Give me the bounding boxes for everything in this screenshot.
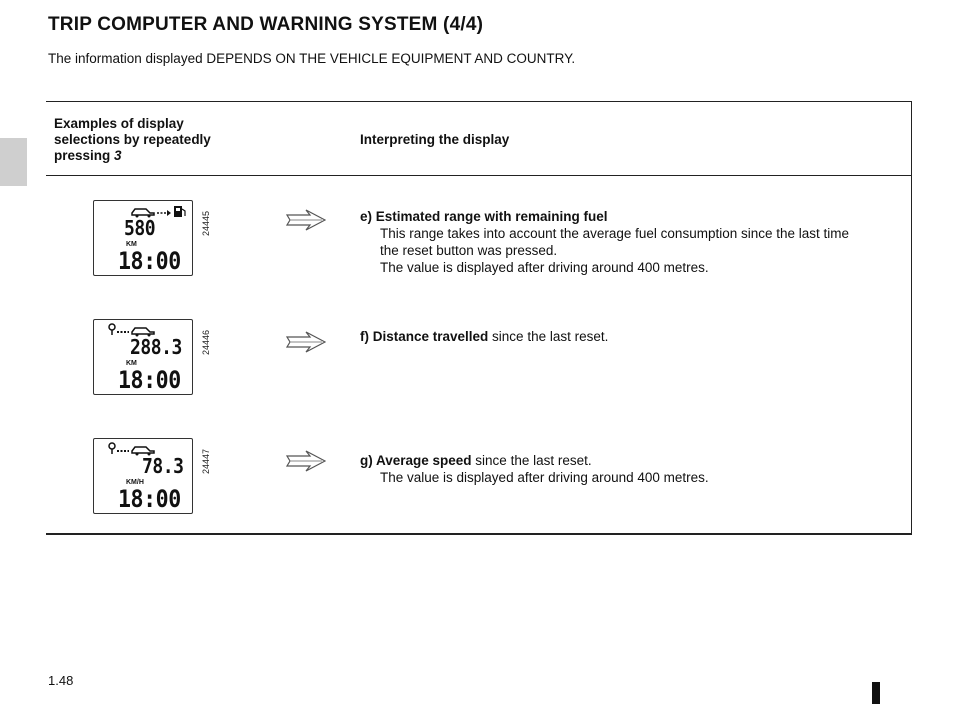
header-key-number: 3 bbox=[114, 148, 122, 163]
double-right-arrow-icon bbox=[286, 208, 326, 232]
lcd-value: 78.3 bbox=[142, 454, 184, 478]
page-number: 1.48 bbox=[48, 673, 74, 688]
lcd-display-speed bbox=[93, 438, 193, 514]
lcd-unit: KM bbox=[126, 360, 137, 367]
double-right-arrow-icon bbox=[286, 330, 326, 354]
image-code: 24447 bbox=[201, 448, 211, 474]
double-right-arrow-icon bbox=[286, 449, 326, 473]
description-line: This range takes into account the average fuel consumption since the last time bbox=[380, 226, 850, 241]
description-label: f) Distance travelled bbox=[360, 329, 489, 344]
info-table bbox=[46, 101, 912, 535]
lcd-display-distance bbox=[93, 319, 193, 395]
section-tab bbox=[0, 138, 27, 186]
page-title: TRIP COMPUTER AND WARNING SYSTEM (4/4) bbox=[48, 14, 484, 35]
description-line: The value is displayed after driving around 400 metres. bbox=[380, 470, 709, 485]
page-subtitle: The information displayed DEPENDS ON THE VEHICLE EQUIPMENT AND COUNTRY. bbox=[48, 51, 576, 66]
image-code: 24445 bbox=[201, 210, 211, 236]
lcd-clock: 18:00 bbox=[118, 247, 181, 275]
header-interpreting: Interpreting the display bbox=[360, 132, 510, 147]
header-divider bbox=[46, 175, 911, 176]
description-speed: g) Average speed since the last reset. The value is displayed after driving around 400 metres. bbox=[360, 452, 910, 486]
lcd-unit: KM/H bbox=[126, 479, 144, 486]
lcd-clock: 18:00 bbox=[118, 485, 181, 513]
lcd-unit: KM bbox=[126, 241, 137, 248]
image-code: 24446 bbox=[201, 329, 211, 355]
header-examples-line-2: selections by repeatedly bbox=[54, 132, 211, 147]
lcd-clock: 18:00 bbox=[118, 366, 181, 394]
corner-mark bbox=[872, 682, 880, 704]
description-line: The value is displayed after driving around 400 metres. bbox=[380, 260, 709, 275]
lcd-value: 580 bbox=[124, 216, 156, 240]
header-examples-line-1: Examples of display bbox=[54, 116, 184, 131]
description-label: g) Average speed bbox=[360, 453, 472, 468]
description-line: the reset button was pressed. bbox=[380, 243, 558, 258]
header-examples bbox=[54, 116, 211, 164]
lcd-display-range bbox=[93, 200, 193, 276]
header-examples-line-3: pressing 3 bbox=[54, 148, 122, 163]
lcd-value: 288.3 bbox=[130, 335, 182, 359]
description-range bbox=[360, 208, 910, 276]
description-label: e) Estimated range with remaining fuel bbox=[360, 209, 608, 224]
description-distance: f) Distance travelled since the last reset. bbox=[360, 329, 609, 344]
